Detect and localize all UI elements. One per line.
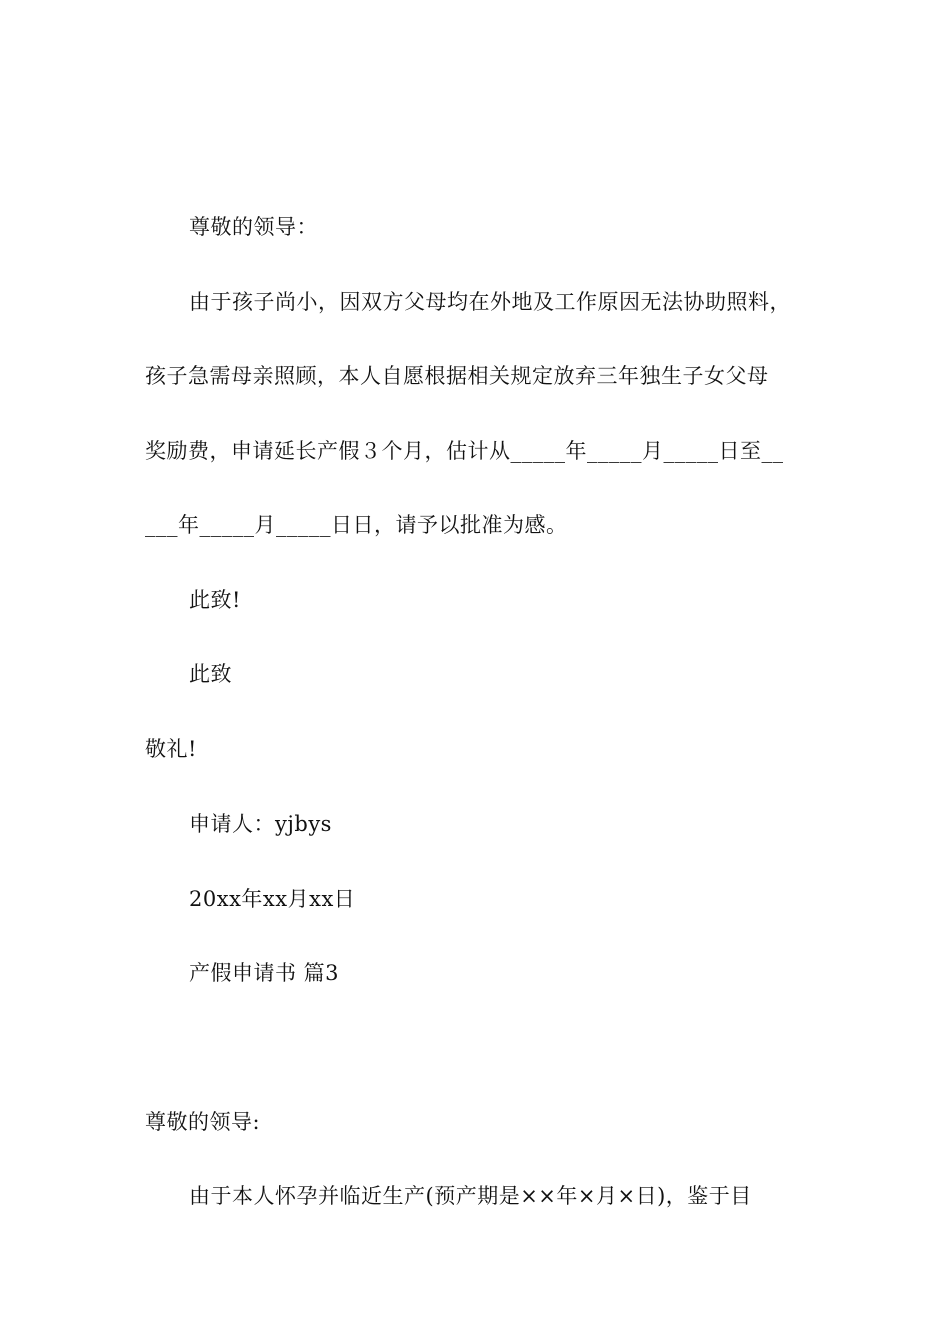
closing-line-1: 此致! bbox=[189, 588, 241, 612]
paragraph-line-4: ___年_____月_____日日，请予以批准为感。 bbox=[145, 513, 568, 537]
greeting-2: 尊敬的领导: bbox=[145, 1110, 261, 1134]
section-title: 产假申请书 篇3 bbox=[189, 961, 340, 985]
paragraph-line-2: 孩子急需母亲照顾，本人自愿根据相关规定放弃三年独生子女父母 bbox=[145, 364, 769, 388]
paragraph-2-line-1: 由于本人怀孕并临近生产(预产期是××年×月×日)，鉴于目 bbox=[189, 1184, 752, 1208]
salutation: 敬礼! bbox=[145, 737, 197, 761]
applicant: 申请人：yjbys bbox=[189, 812, 332, 836]
greeting: 尊敬的领导： bbox=[189, 215, 318, 239]
date: 20xx年xx月xx日 bbox=[189, 887, 356, 911]
paragraph-line-1: 由于孩子尚小，因双方父母均在外地及工作原因无法协助照料， bbox=[189, 290, 791, 314]
closing-line-2: 此致 bbox=[189, 662, 232, 686]
paragraph-line-3: 奖励费，申请延长产假３个月，估计从_____年_____月_____日至__ bbox=[145, 439, 784, 463]
